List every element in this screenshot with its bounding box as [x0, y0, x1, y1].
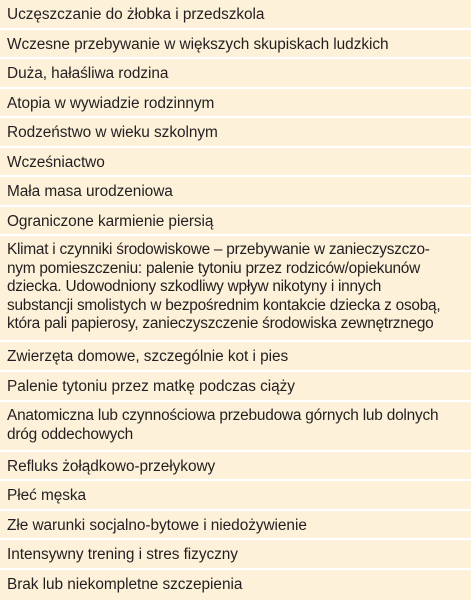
list-item	[0, 236, 471, 342]
list-item	[0, 481, 471, 511]
list-item-text: Mała masa urodzeniowa	[7, 183, 173, 200]
list-item	[0, 452, 471, 481]
list-item-text-line: Klimat i czynniki środowiskowe – przebywanie w zanieczyszczo-	[7, 241, 430, 258]
list-item	[0, 511, 471, 540]
list-item-text: Złe warunki socjalno-bytowe i niedożywienie	[7, 517, 307, 534]
list-item	[0, 342, 471, 372]
list-item	[0, 540, 471, 570]
list-item-text: Palenie tytoniu przez matkę podczas ciąży	[7, 378, 295, 395]
list-item-text: Wcześniactwo	[7, 154, 105, 171]
list-item	[0, 59, 471, 89]
list-item	[0, 177, 471, 207]
list-item	[0, 30, 471, 59]
list-item-text-line: Anatomiczna lub czynnościowa przebudowa górnych lub dolnych	[7, 407, 439, 424]
list-item-text: Zwierzęta domowe, szczególnie kot i pies	[7, 348, 289, 365]
list-item	[0, 402, 471, 452]
list-item	[0, 148, 471, 177]
list-item-text-line: dróg oddechowych	[7, 426, 133, 443]
list-item-text-line: dziecka. Udowodniony szkodliwy wpływ nikotyny i innych	[7, 278, 382, 296]
list-item	[0, 89, 471, 118]
list-item-text: Uczęszczanie do żłobka i przedszkola	[7, 6, 265, 23]
list-item	[0, 207, 471, 236]
list-item	[0, 0, 471, 30]
list-item-text: Refluks żołądkowo-przełykowy	[7, 458, 216, 475]
list-item-text-line: substancji smolistych w bezpośrednim kontakcie dziecka z osobą,	[7, 296, 441, 314]
list-item-text: Brak lub niekompletne szczepienia	[7, 576, 243, 593]
list-item-text: Płeć męska	[7, 487, 87, 504]
list-item-text: Atopia w wywiadzie rodzinnym	[7, 95, 215, 112]
list-item-text: Intensywny trening i stres fizyczny	[7, 546, 238, 563]
list-item	[0, 570, 471, 600]
list-item-text: Rodzeństwo w wieku szkolnym	[7, 124, 218, 141]
list-item-text: Wczesne przebywanie w większych skupiskach ludzkich	[7, 36, 389, 53]
list-item	[0, 118, 471, 148]
list-item-text: Duża, hałaśliwa rodzina	[7, 65, 169, 82]
list-item-text: Ograniczone karmienie piersią	[7, 213, 214, 230]
list-item-text-line: nym pomieszczeniu: palenie tytoniu przez rodziców/opiekunów	[7, 259, 420, 277]
list-item-text-line: która pali papierosy, zanieczyszczenie środowiska zewnętrznego	[7, 315, 434, 333]
list-item	[0, 372, 471, 402]
